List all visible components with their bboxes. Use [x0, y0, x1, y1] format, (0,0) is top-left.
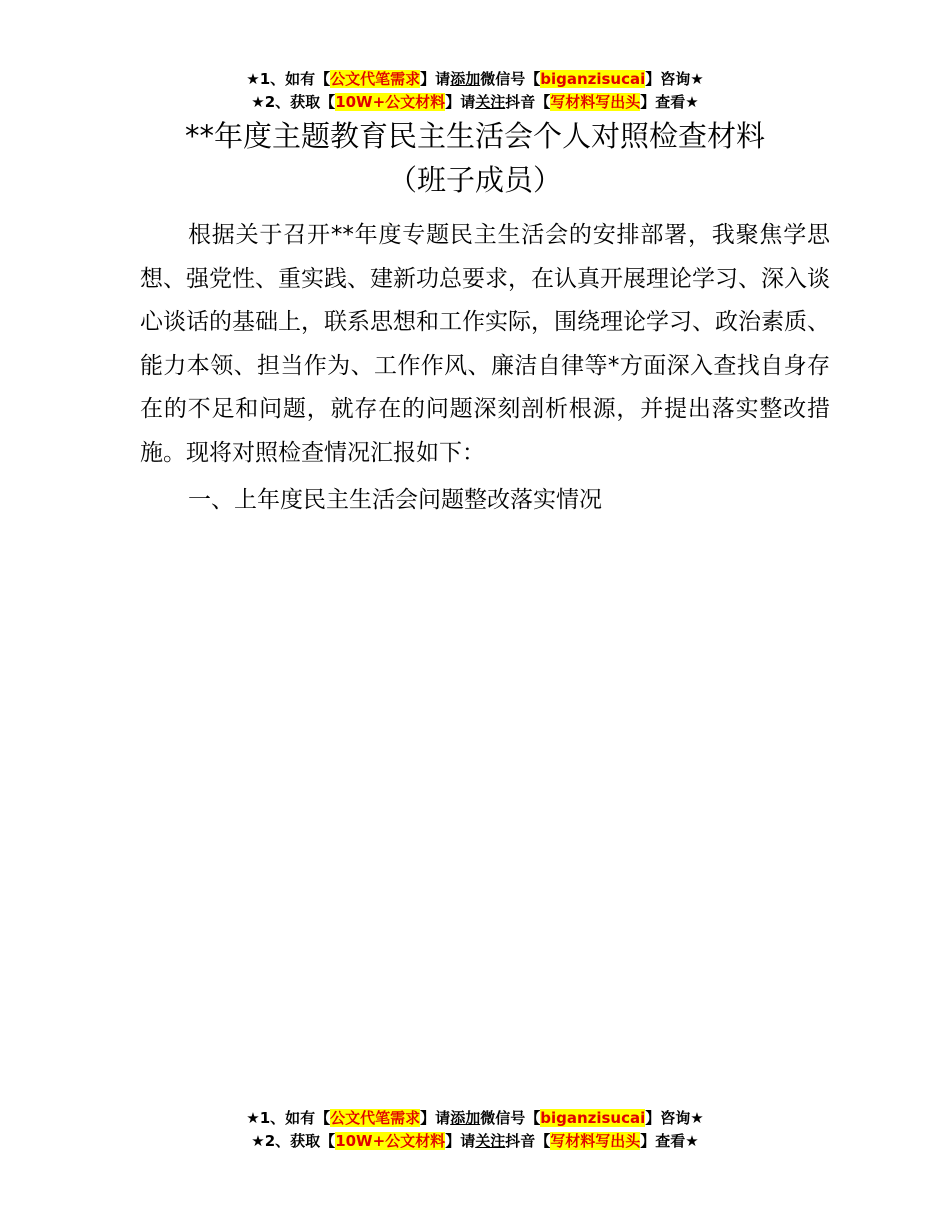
bottom-notice-banner [0, 1107, 950, 1153]
top-notice-banner [0, 68, 950, 114]
notice-highlight: 写材料写出头 [550, 93, 641, 111]
notice-underlined-text: 添加 [450, 70, 481, 88]
document-title [0, 114, 950, 202]
notice-text: ★2、获取【 [251, 1132, 336, 1150]
notice-line-1 [0, 68, 950, 91]
section-heading-1: 一、上年度民主生活会问题整改落实情况 [188, 487, 602, 513]
notice-underlined-text: 关注 [475, 1132, 506, 1150]
notice-line-1 [0, 1107, 950, 1130]
notice-text: 】咨询★ [645, 1109, 704, 1127]
notice-underlined-text: 关注 [475, 93, 506, 111]
document-title-line-1: **年度主题教育民主生活会个人对照检查材料 [184, 119, 765, 153]
document-body [140, 214, 830, 523]
notice-text: 】请 [445, 1132, 476, 1150]
notice-text: 】查看★ [640, 93, 699, 111]
notice-highlight: 写材料写出头 [550, 1132, 641, 1150]
notice-highlight: 公文代笔需求 [330, 1109, 421, 1127]
notice-text: ★2、获取【 [251, 93, 336, 111]
notice-text: 】咨询★ [645, 70, 704, 88]
document-title-line-2: （班子成员） [387, 163, 562, 197]
notice-text: 抖音【 [505, 93, 551, 111]
notice-highlight: 公文代笔需求 [330, 70, 421, 88]
intro-paragraph: 根据关于召开**年度专题民主生活会的安排部署，我聚焦学思想、强党性、重实践、建新功总要求，在认真开展理论学习、深入谈心谈话的基础上，联系思想和工作实际，围绕理论学习、政治素质、能力本领、担当作为、工作作风、廉洁自律等*方面深入查找自身存在的不足和问题，就存在的问题深刻剖析根源，并提出落实整改措施。现将对照检查情况汇报如下： [140, 222, 830, 466]
notice-text: ★1、如有【 [246, 1109, 331, 1127]
notice-highlight: 10W+公文材料 [335, 1132, 446, 1150]
notice-line-2 [0, 91, 950, 114]
notice-text: 】请 [420, 70, 451, 88]
notice-text: 】请 [420, 1109, 451, 1127]
notice-text: 微信号【 [480, 70, 541, 88]
notice-line-2 [0, 1130, 950, 1153]
notice-text: 微信号【 [480, 1109, 541, 1127]
notice-text: 抖音【 [505, 1132, 551, 1150]
notice-text: 】查看★ [640, 1132, 699, 1150]
notice-text: ★1、如有【 [246, 70, 331, 88]
notice-text: 】请 [445, 93, 476, 111]
notice-underlined-text: 添加 [450, 1109, 481, 1127]
notice-highlight: biganzisucai [540, 70, 646, 88]
notice-highlight: biganzisucai [540, 1109, 646, 1127]
notice-highlight: 10W+公文材料 [335, 93, 446, 111]
